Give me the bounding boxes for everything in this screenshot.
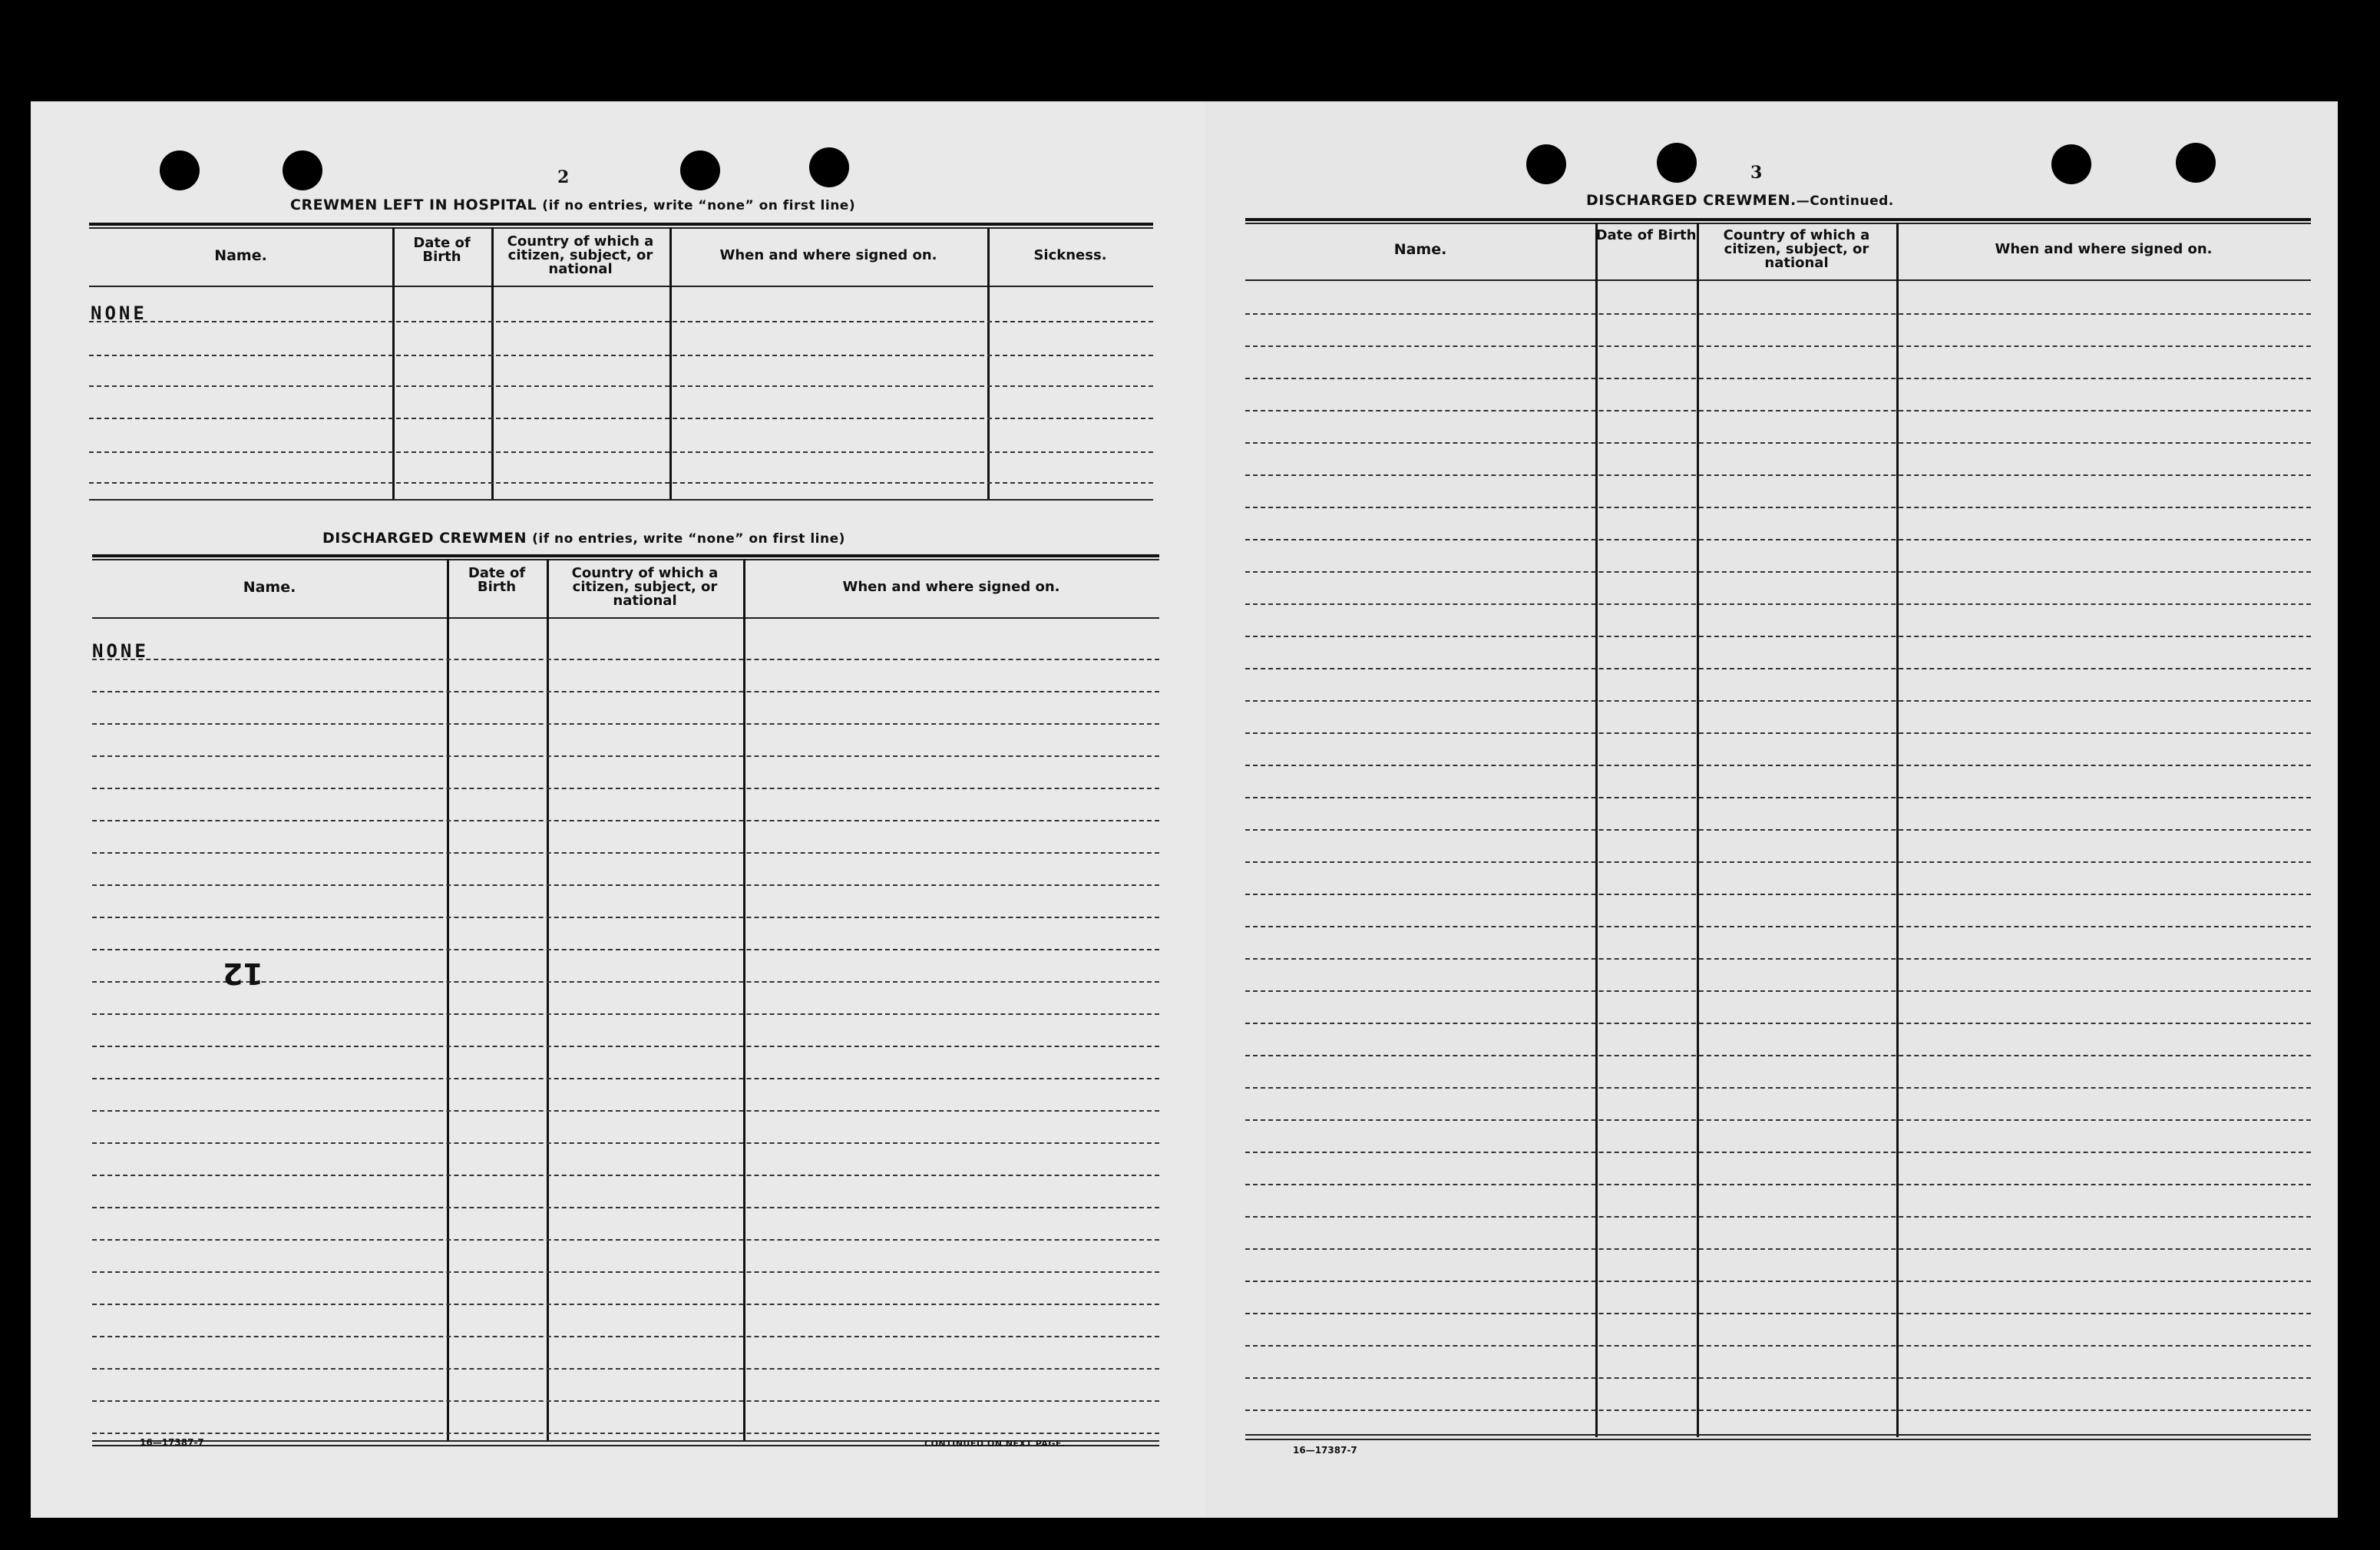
entry-line (1245, 1281, 2311, 1282)
entry-line (89, 355, 1153, 356)
entry-line (92, 1271, 1159, 1273)
entry-line (92, 1433, 1159, 1434)
entry-line (92, 949, 1159, 950)
form-code: 16—17387-7 (1293, 1445, 1357, 1456)
hospital-table (89, 223, 1153, 609)
entry-line (92, 1078, 1159, 1079)
entry-line (92, 1400, 1159, 1402)
entry-line (92, 691, 1159, 692)
hospital-note: (if no entries, write “none” on first line) (542, 198, 856, 213)
entry-line (1245, 926, 2311, 927)
entry-line (1245, 668, 2311, 669)
entry-line (1245, 313, 2311, 315)
punch-hole (160, 150, 200, 190)
right-page (1205, 101, 2338, 1518)
entry-line (1245, 1152, 2311, 1153)
page-number: 2 (557, 167, 570, 187)
entry-line (1245, 1216, 2311, 1218)
entry-line (92, 1207, 1159, 1208)
discharged-cont-title: DISCHARGED CREWMEN. (1586, 192, 1797, 209)
entry-line (92, 1142, 1159, 1144)
discharged-table (92, 554, 1159, 1529)
table-rule (92, 617, 1159, 619)
table-rule (1245, 1439, 2311, 1440)
entry-line (89, 451, 1153, 453)
col-country-header: Country of which a citizen, subject, or national (571, 565, 719, 609)
entry-line (1245, 1055, 2311, 1056)
punch-hole (809, 147, 849, 187)
entry-line (89, 321, 1153, 322)
col-signed-on-header: When and where signed on. (719, 247, 937, 263)
table-rule (1245, 223, 2311, 224)
table-rule (89, 286, 1153, 287)
entry-line (1245, 861, 2311, 863)
entry-line (1245, 539, 2311, 540)
entry-line (92, 1046, 1159, 1047)
entry-line (89, 418, 1153, 419)
entry-line (1245, 603, 2311, 605)
entry-line (1245, 1313, 2311, 1314)
entry-line (92, 1110, 1159, 1112)
punch-hole (283, 150, 322, 190)
entry-line (1245, 797, 2311, 798)
punch-hole (2176, 143, 2216, 183)
entry-line (1245, 1119, 2311, 1121)
entry-line (92, 755, 1159, 757)
entry-line (1245, 958, 2311, 960)
col-dob-header: Date of Birth (413, 235, 471, 265)
entry-line (1245, 765, 2311, 766)
entry-line (92, 1368, 1159, 1370)
table-rule (92, 559, 1159, 560)
discharged-section-title (322, 530, 845, 547)
col-signed-on-header: When and where signed on. (842, 579, 1060, 595)
table-rule (1245, 218, 2311, 221)
entry-line (89, 482, 1153, 484)
entry-line (1245, 1087, 2311, 1089)
entry-line (1245, 1377, 2311, 1379)
continued-note: CONTINUED ON NEXT PAGE. (924, 1439, 1066, 1449)
form-code: 16—17387-7 (140, 1437, 204, 1448)
col-name-header: Name. (214, 247, 267, 264)
punch-hole (1657, 143, 1697, 183)
discharged-cont-table (1245, 218, 2311, 1538)
entry-line (1245, 829, 2311, 831)
discharged-note: (if no entries, write “none” on first line) (532, 531, 845, 547)
entry-line (1245, 636, 2311, 637)
entry-line (92, 1013, 1159, 1015)
punch-hole (680, 150, 720, 190)
col-country-header: Country of which a citizen, subject, or national (507, 233, 654, 277)
col-name-header: Name. (243, 579, 296, 596)
discharged-cont-sub: —Continued. (1796, 193, 1894, 209)
col-dob-header: Date of Birth (1595, 227, 1697, 243)
entry-line (92, 1336, 1159, 1337)
entry-line (1245, 1023, 2311, 1024)
entry-line (1245, 345, 2311, 347)
column-divider (987, 227, 990, 501)
discharged-title: DISCHARGED CREWMEN (322, 530, 527, 547)
table-rule (89, 223, 1153, 226)
punch-hole (1526, 144, 1566, 184)
col-dob-header: Date of Birth (468, 565, 526, 595)
hospital-title: CREWMEN LEFT IN HOSPITAL (290, 197, 537, 213)
column-divider (392, 227, 395, 501)
stamp-mark: 12 (223, 957, 263, 990)
entry-line (92, 820, 1159, 821)
hospital-section-title (290, 197, 855, 213)
table-rule (89, 227, 1153, 229)
entry-line (1245, 378, 2311, 379)
entry-line (1245, 732, 2311, 734)
entry-line (1245, 1184, 2311, 1185)
entry-line (1245, 1248, 2311, 1250)
page-number: 3 (1750, 163, 1763, 183)
table-rule (89, 499, 1153, 501)
col-signed-on-header: When and where signed on. (1995, 241, 2213, 257)
entry-line (1245, 700, 2311, 702)
left-page (31, 101, 1205, 1518)
discharged-entry: NONE (92, 640, 149, 662)
entry-line (1245, 474, 2311, 476)
entry-line (92, 1304, 1159, 1305)
col-sickness-header: Sickness. (1033, 247, 1107, 263)
col-name-header: Name. (1393, 241, 1447, 258)
entry-line (1245, 507, 2311, 508)
entry-line (92, 659, 1159, 660)
discharged-cont-section-title (1586, 192, 1894, 209)
hospital-entry: NONE (91, 302, 147, 324)
table-rule (92, 554, 1159, 557)
entry-line (92, 788, 1159, 789)
entry-line (92, 852, 1159, 854)
entry-line (1245, 1345, 2311, 1347)
punch-hole (2051, 144, 2091, 184)
entry-line (89, 385, 1153, 387)
col-country-header: Country of which a citizen, subject, or national (1723, 227, 1870, 271)
entry-line (1245, 571, 2311, 573)
entry-line (1245, 1410, 2311, 1411)
entry-line (92, 723, 1159, 725)
entry-line (92, 884, 1159, 886)
entry-line (92, 1239, 1159, 1241)
entry-line (1245, 990, 2311, 992)
entry-line (1245, 410, 2311, 411)
entry-line (92, 1175, 1159, 1176)
entry-line (92, 917, 1159, 918)
column-divider (669, 227, 672, 501)
table-rule (1245, 1434, 2311, 1436)
table-rule (1245, 279, 2311, 281)
entry-line (1245, 894, 2311, 895)
entry-line (1245, 442, 2311, 444)
